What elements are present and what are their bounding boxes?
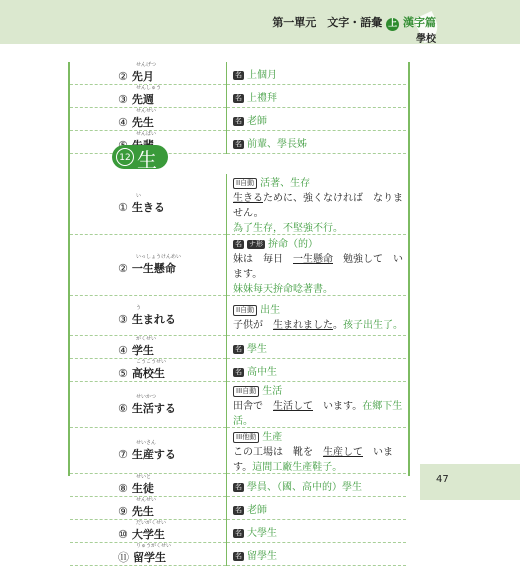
header-title xyxy=(272,14,436,31)
example-sentence xyxy=(233,397,406,427)
meaning-text: 老師 xyxy=(247,115,267,127)
page-number: 47 xyxy=(436,474,449,485)
example-text: います。 xyxy=(233,447,393,473)
example-text: 勉強して います。 xyxy=(233,254,403,280)
table-row xyxy=(70,85,406,108)
part-of-speech-badge: 名 xyxy=(235,505,242,514)
table-row xyxy=(70,428,406,474)
furigana: せんしゅう xyxy=(136,85,162,91)
meaning-cell xyxy=(227,296,407,336)
example-text: 妹は 毎日 xyxy=(233,254,293,265)
word-cell xyxy=(70,235,227,296)
example-translation: 妹妹每天拚命唸著書。 xyxy=(233,284,333,295)
word-cell xyxy=(70,174,227,235)
vocab-word: 生産する xyxy=(131,447,176,461)
meaning-text: 高中生 xyxy=(247,366,277,378)
meaning-line xyxy=(233,235,406,250)
table-row xyxy=(70,520,406,543)
meaning-text: 生活 xyxy=(262,386,283,397)
example-translation: 為了生存，不堅強不行。 xyxy=(233,223,343,234)
word-cell xyxy=(70,382,227,428)
word-cell xyxy=(70,474,227,497)
part-of-speech-badge: 名 xyxy=(235,528,242,537)
part-of-speech-badge: 名 xyxy=(235,344,242,353)
vocab-word: 留学生 xyxy=(133,551,166,564)
meaning-text: 活著、生存 xyxy=(260,178,311,189)
meaning-line xyxy=(233,547,406,562)
meaning-line xyxy=(233,524,406,539)
example-target: 生活して xyxy=(273,401,313,412)
meaning-cell xyxy=(227,131,407,154)
furigana: う xyxy=(136,304,142,311)
vocab-word: 一生懸命 xyxy=(131,262,176,275)
vocab-word: 生まれる xyxy=(131,312,176,326)
meaning-cell xyxy=(227,235,407,296)
example-target: 一生懸命 xyxy=(293,254,333,265)
meaning-cell xyxy=(227,543,407,566)
table-row xyxy=(70,336,406,359)
item-number: ② xyxy=(118,262,128,275)
item-number: ③ xyxy=(118,93,128,106)
furigana: りゅうがくせい xyxy=(136,543,172,549)
meaning-text: 老師 xyxy=(247,504,267,516)
vocab-word: 生徒 xyxy=(131,482,154,495)
item-number: ⑪ xyxy=(118,551,129,564)
vocab-word: 先月 xyxy=(131,70,154,83)
meaning-cell xyxy=(227,382,407,428)
item-number: ⑥ xyxy=(118,401,128,415)
meaning-text: 學員、（國、高中的）學生 xyxy=(247,481,362,493)
part-of-speech-badge: 名 xyxy=(235,139,242,148)
meaning-line xyxy=(233,382,406,397)
table-row xyxy=(70,543,406,566)
word-cell xyxy=(70,336,227,359)
example-text: 子供が xyxy=(233,319,273,331)
meaning-text: 前輩、學長姊 xyxy=(247,138,307,150)
part-of-speech-badge: II自動 xyxy=(233,305,257,316)
meaning-cell xyxy=(227,174,407,235)
word-cell xyxy=(70,108,227,131)
part-of-speech-badge: 名 xyxy=(235,551,242,560)
meaning-cell xyxy=(227,336,407,359)
item-number: ⑧ xyxy=(118,482,128,495)
example-target: 生まれました xyxy=(273,319,333,331)
part-of-speech-badge: 名 xyxy=(235,367,242,376)
meaning-line xyxy=(233,428,406,443)
kanji-heading xyxy=(112,145,168,172)
meaning-cell xyxy=(227,359,407,382)
furigana: せいさん xyxy=(136,439,157,446)
vocab-word: 高校生 xyxy=(131,367,165,380)
meaning-cell xyxy=(227,85,407,108)
part-of-speech-badge: III他動 xyxy=(233,432,259,443)
furigana: せんぱい xyxy=(136,131,157,137)
meaning-line xyxy=(233,363,406,378)
meaning-cell xyxy=(227,520,407,543)
furigana: せんせい xyxy=(136,497,157,503)
part-of-speech-badge: 名 xyxy=(235,93,242,102)
meaning-cell xyxy=(227,474,407,497)
furigana: い xyxy=(136,193,142,199)
footer-band xyxy=(420,464,520,500)
meaning-line xyxy=(233,478,406,493)
part-of-speech-badge: 名 xyxy=(235,70,242,79)
part-of-speech-badge: ナ形 xyxy=(249,240,263,248)
example-text: 田舎で xyxy=(233,401,273,412)
vocab-word: 先生 xyxy=(131,505,154,518)
example-text: この工場は 靴を xyxy=(233,447,323,458)
part-of-speech-badge: II自動 xyxy=(233,178,257,189)
vocab-word: 学生 xyxy=(131,344,154,357)
vocab-table-top xyxy=(70,62,406,154)
furigana: いっしょうけんめい xyxy=(136,254,182,260)
kanji-char: 生 xyxy=(137,148,157,172)
example-translation: 這間工廠生產鞋子。 xyxy=(252,462,343,473)
word-cell xyxy=(70,85,227,108)
meaning-text: 上禮拜 xyxy=(247,92,277,104)
item-number: ⑨ xyxy=(118,505,128,518)
table-row xyxy=(70,296,406,336)
example-target: 生きる xyxy=(233,193,263,204)
furigana: だいがくせい xyxy=(136,520,167,526)
furigana: こうこうせい xyxy=(136,359,167,365)
item-number: ② xyxy=(118,70,128,83)
part-of-speech-badge: 名 xyxy=(235,482,242,491)
meaning-text: 拚命（的） xyxy=(268,239,318,250)
item-number: ④ xyxy=(118,116,128,129)
part-of-speech-badge: III自動 xyxy=(233,386,259,397)
example-text: います。 xyxy=(313,401,363,412)
example-target: 生産して xyxy=(323,447,363,458)
section-label: 漢字篇 xyxy=(403,16,436,29)
meaning-text: 生產 xyxy=(262,432,283,443)
meaning-line xyxy=(233,340,406,355)
item-number: ⑩ xyxy=(118,528,128,541)
word-cell xyxy=(70,543,227,566)
kanji-number: 12 xyxy=(116,148,134,166)
vocab-word: 大学生 xyxy=(131,528,165,541)
vocab-word: 先週 xyxy=(131,93,154,106)
item-number: ⑦ xyxy=(118,447,128,461)
example-translation: 孩子出生了。 xyxy=(343,319,403,331)
example-translation: 在鄉下生活。 xyxy=(233,401,403,427)
unit-label: 第一單元 文字・語彙 xyxy=(272,16,383,29)
word-cell xyxy=(70,296,227,336)
header-subtitle: 學校 xyxy=(416,34,436,45)
meaning-line xyxy=(233,301,406,316)
furigana: がくせい xyxy=(136,336,157,342)
furigana: せんげつ xyxy=(136,62,157,68)
meaning-cell xyxy=(227,62,407,85)
meaning-text: 上個月 xyxy=(247,69,277,81)
item-number: ① xyxy=(118,201,128,214)
meaning-text: 學生 xyxy=(247,343,267,355)
part-of-speech-badge: 名 xyxy=(235,116,242,125)
table-row xyxy=(70,359,406,382)
header-band xyxy=(0,0,520,44)
meaning-line xyxy=(233,174,406,189)
example-text: 。 xyxy=(333,319,343,331)
table-row xyxy=(70,62,406,85)
furigana: せいかつ xyxy=(136,393,157,400)
vocab-word: 生きる xyxy=(131,201,165,214)
part-of-speech-badge: 名 xyxy=(235,240,242,248)
item-number: ⑤ xyxy=(118,367,128,380)
item-number: ③ xyxy=(118,312,128,326)
vocab-word: 生活する xyxy=(131,401,176,415)
table-row xyxy=(70,235,406,296)
example-sentence xyxy=(233,316,406,331)
word-cell xyxy=(70,520,227,543)
word-cell xyxy=(70,359,227,382)
word-cell xyxy=(70,62,227,85)
volume-badge: 上 xyxy=(388,19,398,29)
furigana: せいと xyxy=(136,474,152,480)
meaning-line xyxy=(233,66,406,81)
meaning-text: 出生 xyxy=(260,304,281,316)
example-sentence xyxy=(233,250,406,280)
table-row xyxy=(70,174,406,235)
table-row xyxy=(70,474,406,497)
word-cell xyxy=(70,428,227,474)
example-text: ために、強くなければ なりません。 xyxy=(233,193,403,219)
meaning-line xyxy=(233,135,406,150)
item-number: ④ xyxy=(118,344,128,357)
example-sentence xyxy=(233,189,406,219)
example-sentence xyxy=(233,443,406,473)
meaning-text: 留學生 xyxy=(247,550,277,562)
meaning-line xyxy=(233,89,406,104)
meaning-cell xyxy=(227,428,407,474)
table-row xyxy=(70,108,406,131)
meaning-text: 大學生 xyxy=(247,527,277,539)
vocab-table-main xyxy=(70,174,406,566)
vocab-word: 先生 xyxy=(131,116,154,129)
table-row xyxy=(70,382,406,428)
meaning-cell xyxy=(227,108,407,131)
meaning-line xyxy=(233,501,406,516)
meaning-line xyxy=(233,112,406,127)
furigana: せんせい xyxy=(136,108,157,114)
